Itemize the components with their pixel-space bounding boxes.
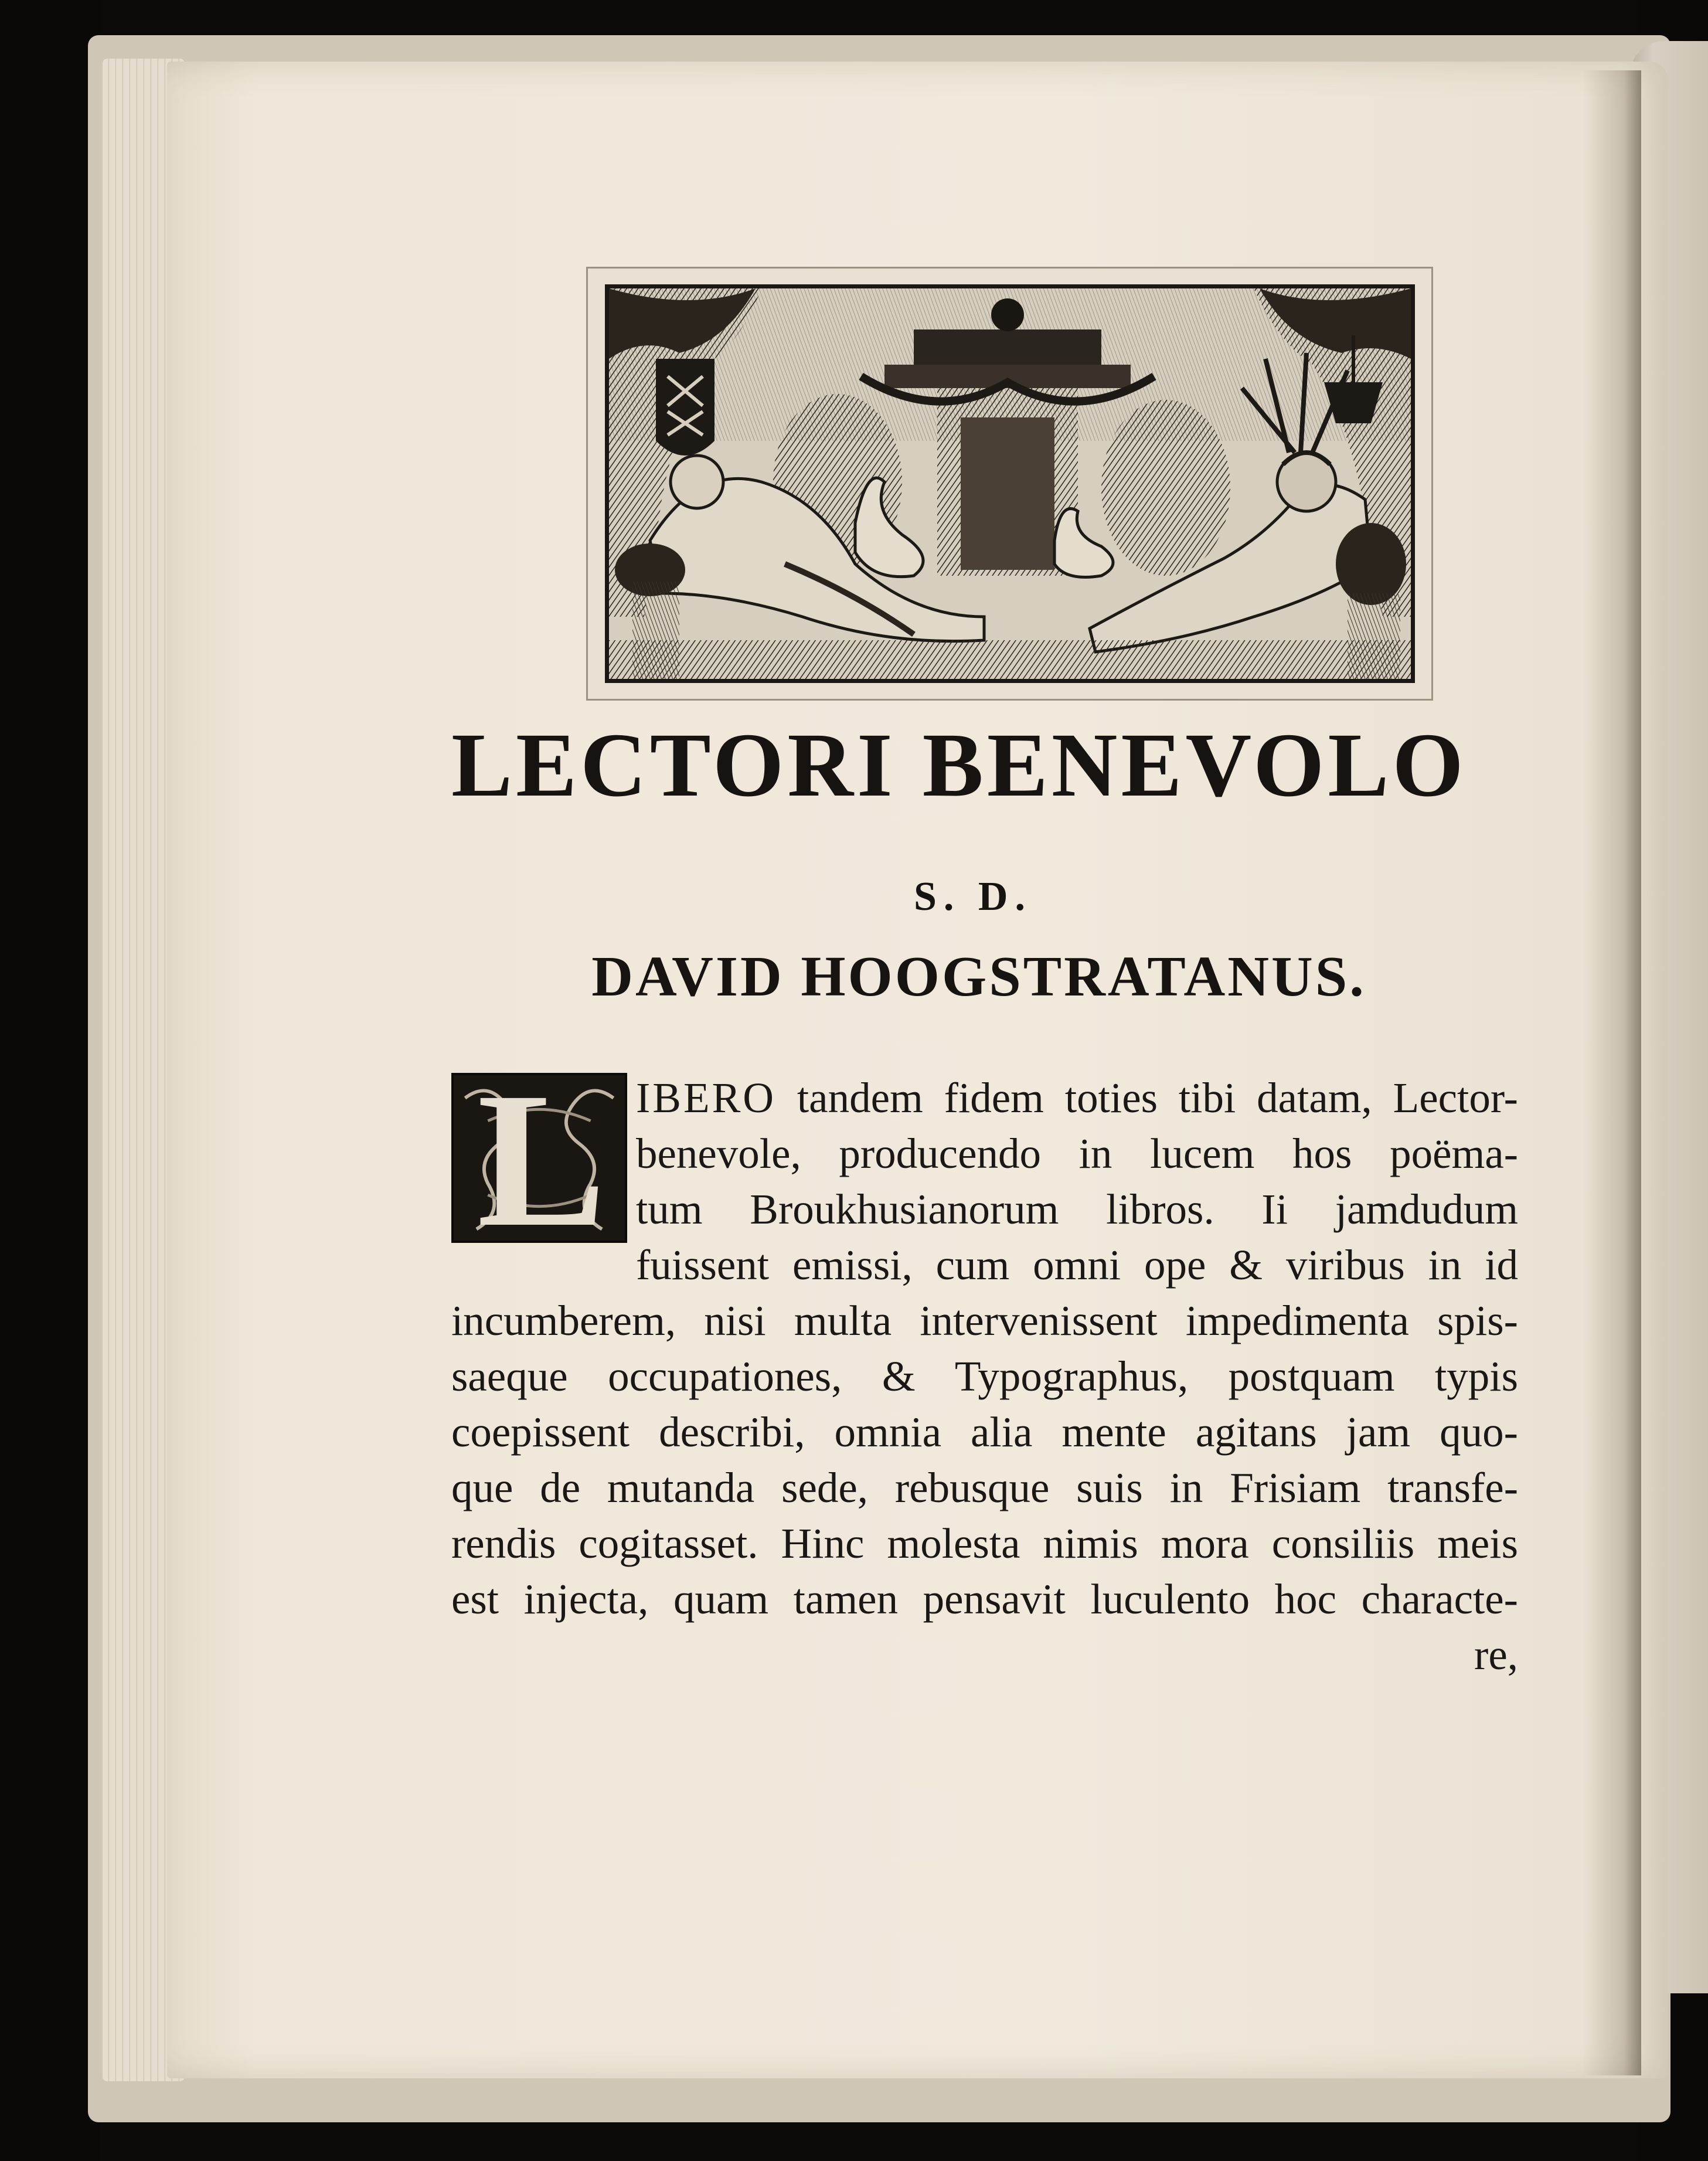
body-paragraph [451,1053,1518,1683]
author-name: DAVID HOOGSTRATANUS. [591,945,1366,1008]
engraved-vignette-image [605,284,1415,683]
text-line: IBERO tandem fidem toties tibi datam, Lector- [636,1074,1518,1122]
initial-letter: L [477,1053,607,1267]
salutation: S. D. [914,874,1032,919]
text-line: est injecta, quam tamen pensavit luculento hoc characte- [451,1575,1518,1623]
first-word: IBERO [636,1074,776,1122]
background-left [0,0,100,2161]
text-line: coepissent describi, omnia alia mente agitans jam quo- [451,1408,1518,1456]
vignette-drawing [609,288,1411,679]
text-line: incumberem, nisi multa intervenissent impedimenta spis- [451,1297,1518,1344]
text-line: que de mutanda sede, rebusque suis in Frisiam transfe- [451,1464,1518,1511]
text-line: tum Broukhusianorum libros. Ii jamdudum [636,1185,1518,1233]
text-line: saeque occupationes, & Typographus, postquam typis [451,1353,1518,1400]
page-title: LECTORI BENEVOLO [451,714,1467,816]
catchword: re, [1474,1631,1518,1678]
text-line: benevole, producendo in lucem hos poëma- [636,1130,1518,1177]
text-line: fuissent emissi, cum omni ope & viribus in id [636,1241,1518,1289]
page-gutter-shadow [1583,70,1641,2075]
text-line: rendis cogitasset. Hinc molesta nimis mora consiliis meis [451,1520,1518,1567]
